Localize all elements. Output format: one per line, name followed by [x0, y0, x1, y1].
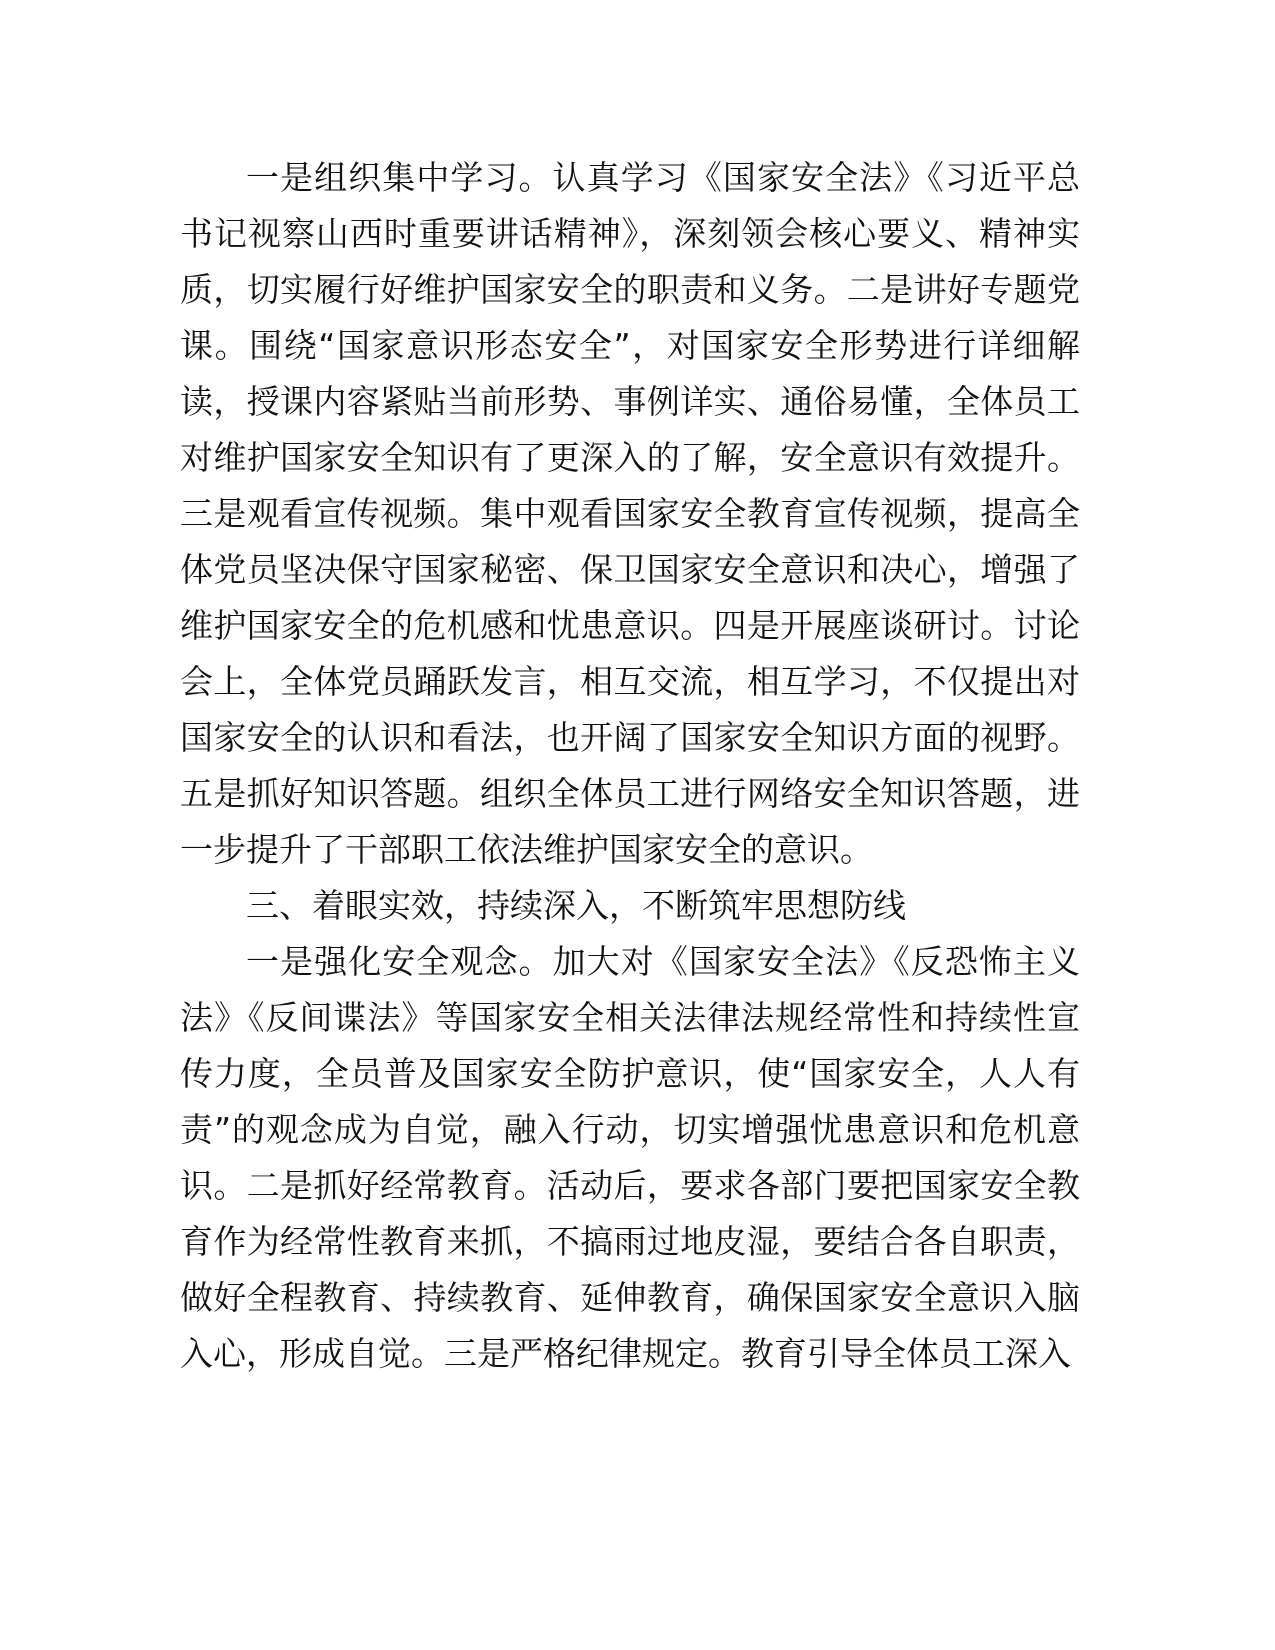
document-body [180, 150, 1080, 1382]
paragraph-effectiveness: 一是强化安全观念。加大对《国家安全法》《反恐怖主义法》《反间谍法》等国家安全相关法律法规经常性和持续性宣传力度，全员普及国家安全防护意识，使“国家安全，人人有责”的观念成为自觉，融入行动，切实增强忧患意识和危机意识。二是抓好经常教育。活动后，要求各部门要把国家安全教育作为经常性教育来抓，不搞雨过地皮湿，要结合各自职责，做好全程教育、持续教育、延伸教育，确保国家安全意识入脑入心，形成自觉。三是严格纪律规定。教育引导全体员工深入 [180, 942, 1080, 1373]
section-heading-three: 三、着眼实效，持续深入，不断筑牢思想防线 [246, 886, 906, 925]
paragraph-study-activities: 一是组织集中学习。认真学习《国家安全法》《习近平总书记视察山西时重要讲话精神》，深刻领会核心要义、精神实质，切实履行好维护国家安全的职责和义务。二是讲好专题党课。围绕“国家意识形态安全”，对国家安全形势进行详细解读，授课内容紧贴当前形势、事例详实、通俗易懂，全体员工对维护国家安全知识有了更深入的了解，安全意识有效提升。三是观看宣传视频。集中观看国家安全教育宣传视频，提高全体党员坚决保守国家秘密、保卫国家安全意识和决心，增强了维护国家安全的危机感和忧患意识。四是开展座谈研讨。讨论会上，全体党员踊跃发言，相互交流，相互学习，不仅提出对国家安全的认识和看法，也开阔了国家安全知识方面的视野。五是抓好知识答题。组织全体员工进行网络安全知识答题，进一步提升了干部职工依法维护国家安全的意识。 [180, 158, 1080, 869]
